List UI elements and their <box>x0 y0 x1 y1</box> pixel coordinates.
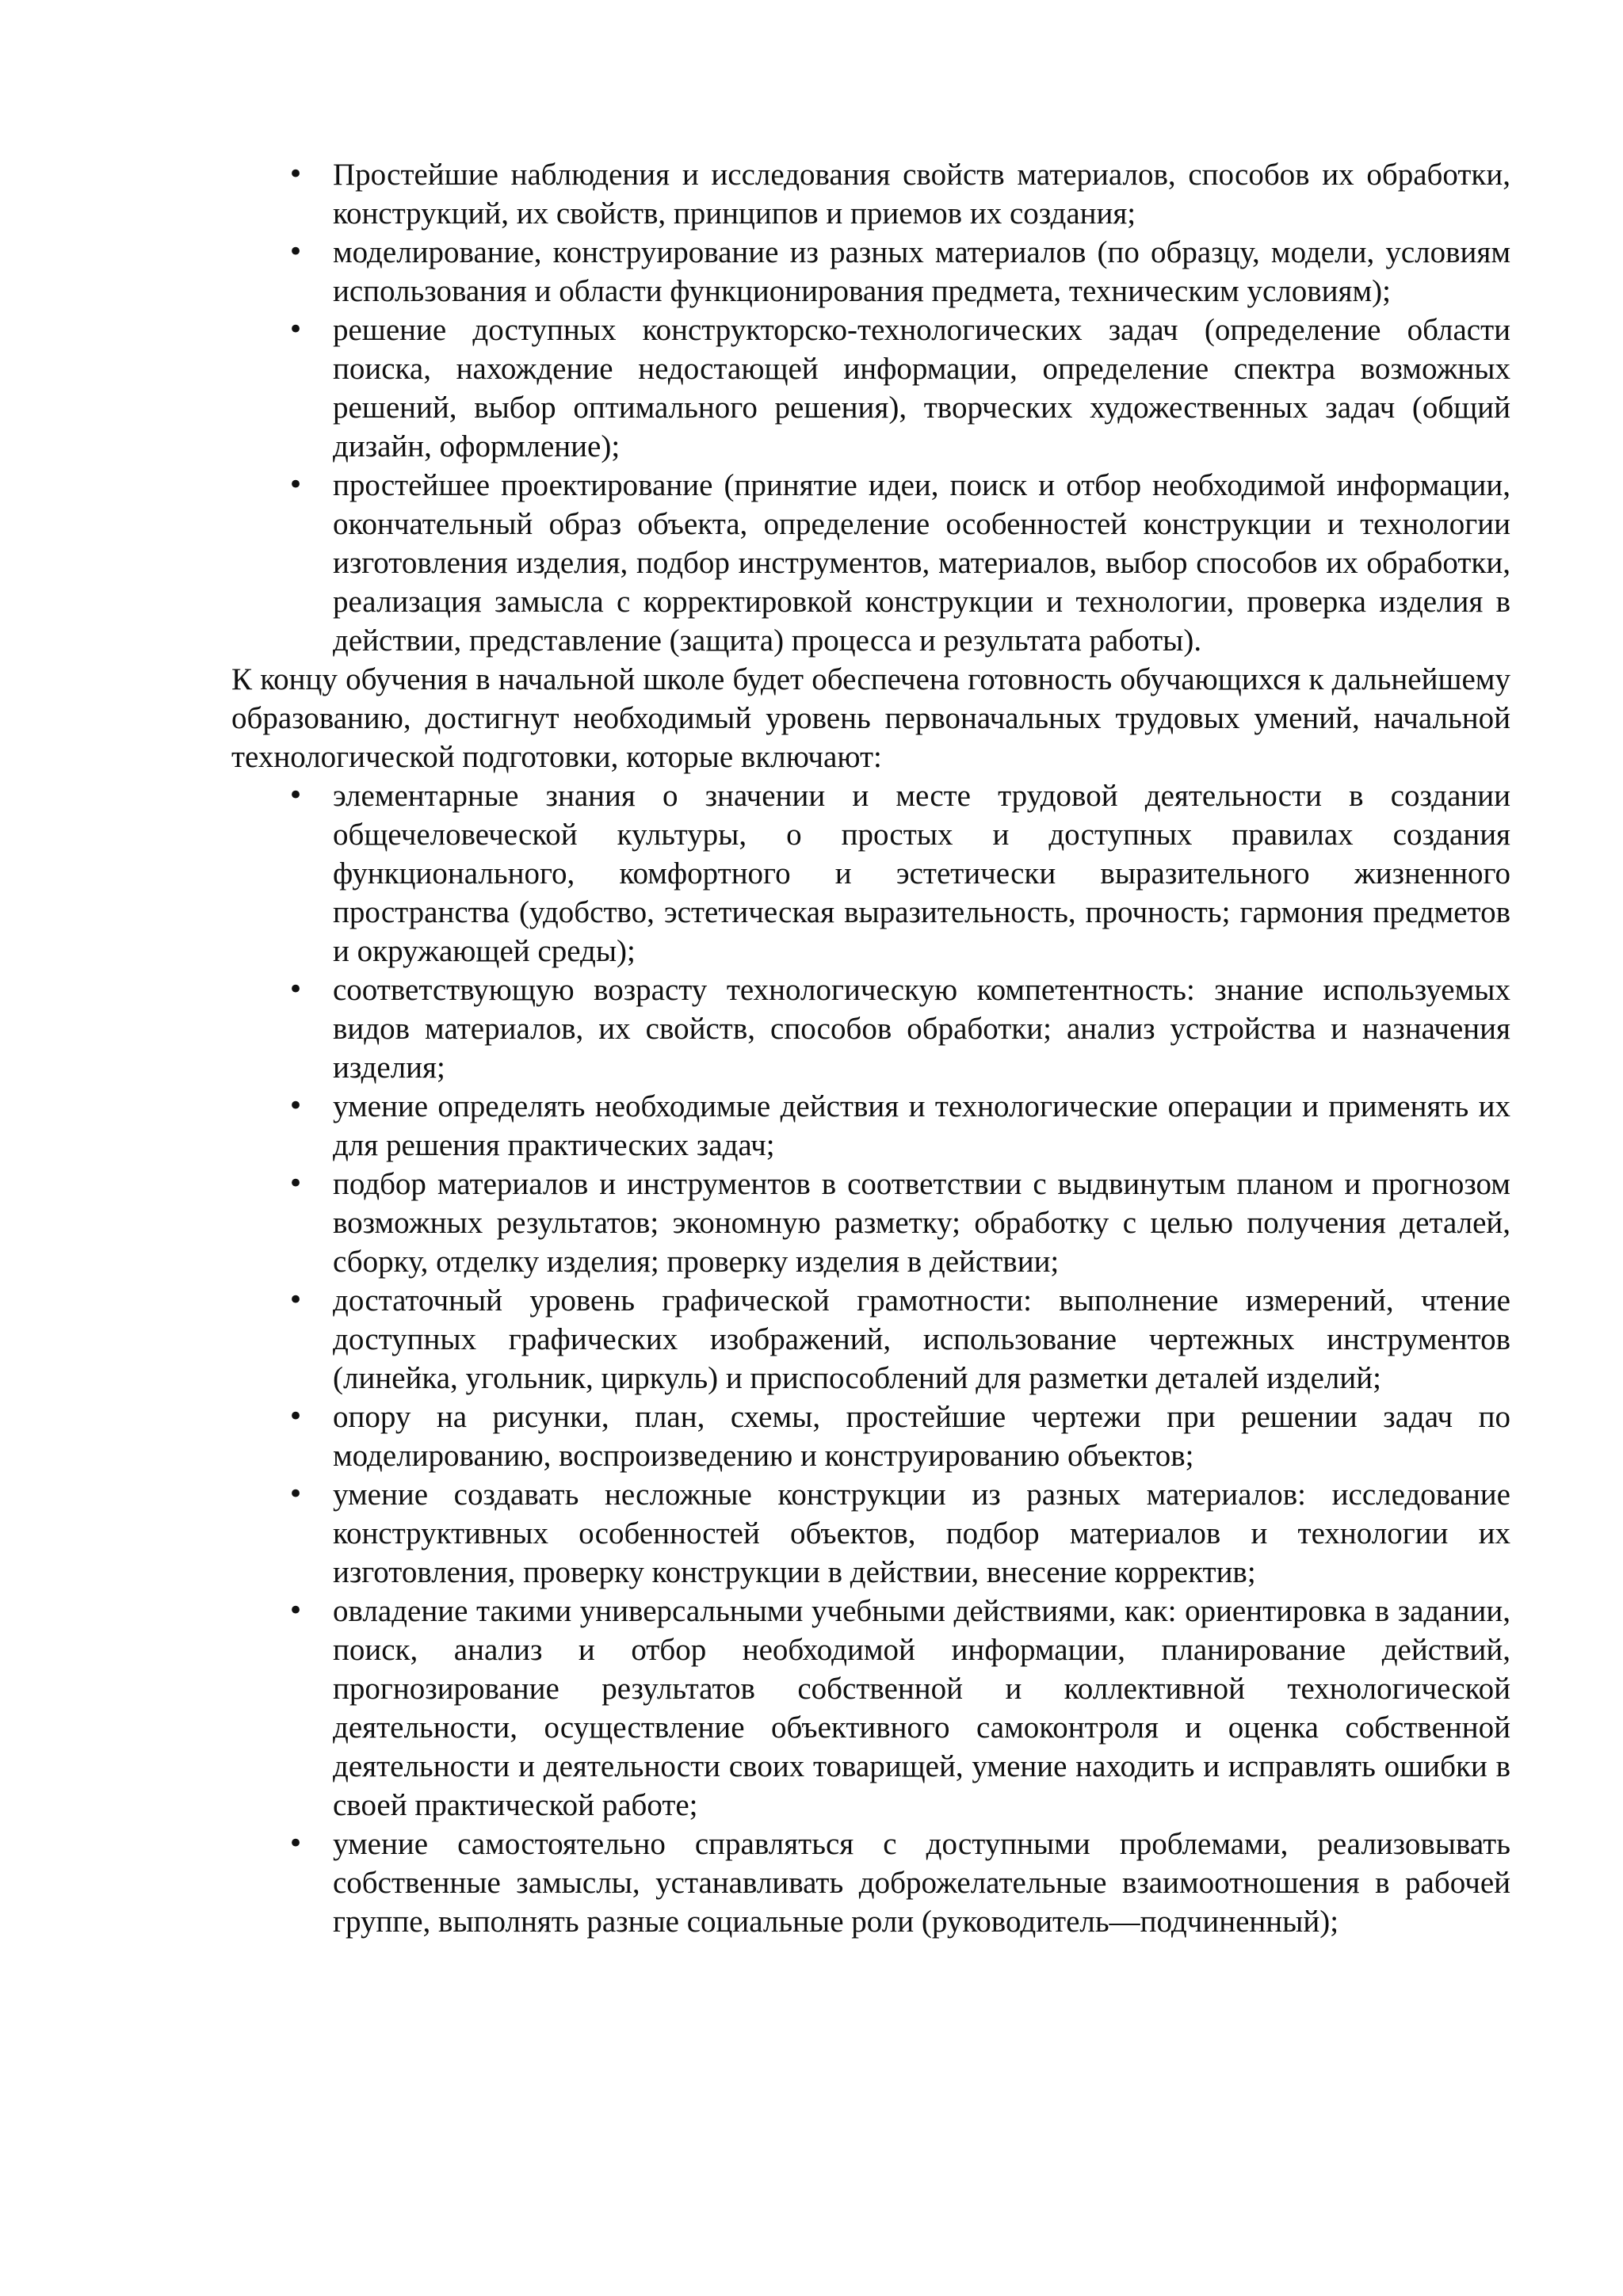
bullet-icon: • <box>287 236 304 268</box>
list-item <box>231 1087 1510 1165</box>
list-item <box>231 155 1510 233</box>
bullet-icon: • <box>287 1478 304 1510</box>
list-item-text: овладение такими универсальными учебными действиями, как: ориентировка в задании, поиск, анализ и отбор необходимой информации, планирование действий, прогнозирование результатов собственной и коллективной технологической деятельности, осуществление объективного самоконтроля и оценка собственной деятельности и деятельности своих товарищей, умение находить и исправлять ошибки в своей практической работе; <box>333 1594 1510 1822</box>
list-item-text: умение создавать несложные конструкции из разных материалов: исследование конструктивных особенностей объектов, подбор материалов и технологии их изготовления, проверку конструкции в действии, внесение корректив; <box>333 1478 1510 1589</box>
list-item-text: умение определять необходимые действия и технологические операции и применять их для решения практических задач; <box>333 1089 1510 1162</box>
body-paragraph: К концу обучения в начальной школе будет обеспечена готовность обучающихся к дальнейшему образованию, достигнут необходимый уровень первоначальных трудовых умений, начальной технологической подготовки, которые включают: <box>231 662 1510 774</box>
list-item <box>231 776 1510 971</box>
list-item-text: решение доступных конструкторско-технологических задач (определение области поиска, нахождение недостающей информации, определение спектра возможных решений, выбор оптимального решения), творческих художественных задач (общий дизайн, оформление); <box>333 313 1510 463</box>
list-item <box>231 233 1510 311</box>
list-item <box>231 1165 1510 1281</box>
bullet-icon: • <box>287 974 304 1005</box>
bullet-icon: • <box>287 1168 304 1199</box>
list-item-text: умение самостоятельно справляться с доступными проблемами, реализовывать собственные замыслы, устанавливать доброжелательные взаимоотношения в рабочей группе, выполнять разные социальные роли (руководитель—подчиненный); <box>333 1827 1510 1939</box>
list-item-text: подбор материалов и инструментов в соответствии с выдвинутым планом и прогнозом возможных результатов; экономную разметку; обработку с целью получения деталей, сборку, отделку изделия; проверку изделия в действии; <box>333 1167 1510 1279</box>
list-item <box>231 1281 1510 1398</box>
bullet-icon: • <box>287 469 304 501</box>
list-item-text: опору на рисунки, план, схемы, простейшие чертежи при решении задач по моделированию, воспроизведению и конструированию объектов; <box>333 1400 1510 1473</box>
list-item <box>231 1825 1510 1941</box>
list-item <box>231 1475 1510 1592</box>
bullet-icon: • <box>287 780 304 811</box>
bullet-icon: • <box>287 1401 304 1432</box>
list-item-text: Простейшие наблюдения и исследования свойств материалов, способов их обработки, конструкций, их свойств, принципов и приемов их создания; <box>333 158 1510 231</box>
list-item <box>231 971 1510 1087</box>
bullet-icon: • <box>287 1284 304 1316</box>
list-item-text: элементарные знания о значении и месте трудовой деятельности в создании общечеловеческой культуры, о простых и доступных правилах создания функционального, комфортного и эстетически выразительного жизненного пространства (удобство, эстетическая выразительность, прочность; гармония предметов и окружающей среды); <box>333 779 1510 968</box>
page-content <box>231 155 1510 1941</box>
bullet-icon: • <box>287 1828 304 1859</box>
list-item <box>231 1398 1510 1475</box>
bullet-icon: • <box>287 1090 304 1122</box>
list-item-text: достаточный уровень графической грамотности: выполнение измерений, чтение доступных графических изображений, использование чертежных инструментов (линейка, угольник, циркуль) и приспособлений для разметки деталей изделий; <box>333 1283 1510 1395</box>
bullet-list-2 <box>231 776 1510 1941</box>
list-item <box>231 466 1510 660</box>
list-item-text: моделирование, конструирование из разных материалов (по образцу, модели, условиям использования и области функционирования предмета, техническим условиям); <box>333 235 1510 308</box>
bullet-icon: • <box>287 1595 304 1627</box>
bullet-list-1 <box>231 155 1510 660</box>
list-item <box>231 1592 1510 1825</box>
bullet-icon: • <box>287 158 304 190</box>
bullet-icon: • <box>287 314 304 345</box>
list-item <box>231 311 1510 466</box>
list-item-text: соответствующую возрасту технологическую компетентность: знание используемых видов материалов, их свойств, способов обработки; анализ устройства и назначения изделия; <box>333 973 1510 1085</box>
list-item-text: простейшее проектирование (принятие идеи, поиск и отбор необходимой информации, окончательный образ объекта, определение особенностей конструкции и технологии изготовления изделия, подбор инструментов, материалов, выбор способов их обработки, реализация замысла с корректировкой конструкции и технологии, проверка изделия в действии, представление (защита) процесса и результата работы). <box>333 468 1510 658</box>
